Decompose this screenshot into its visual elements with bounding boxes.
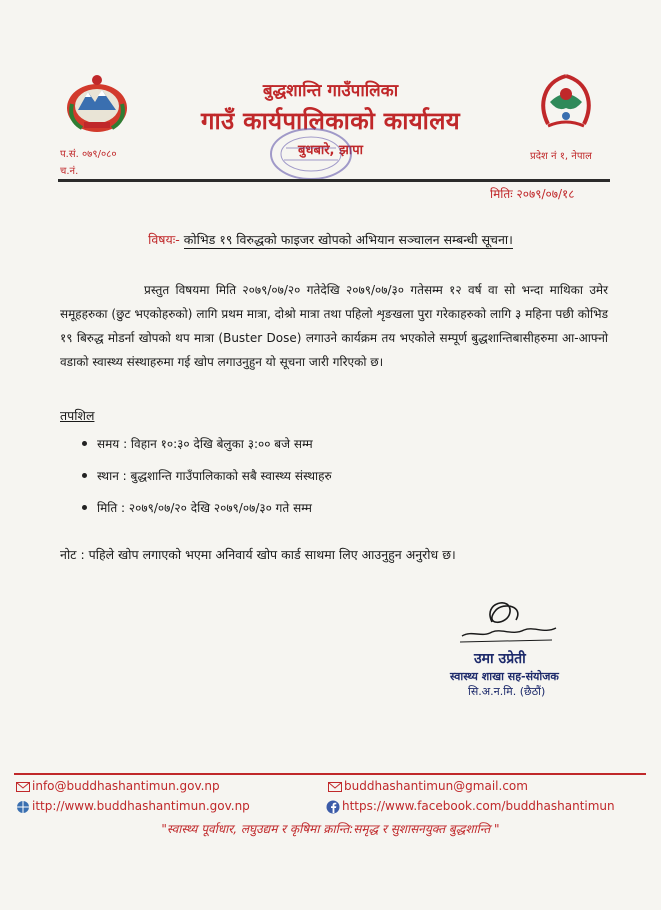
header-divider (58, 179, 610, 182)
footer-slogan: "स्वास्थ्य पूर्वाधार, लघुउद्यम र कृषिमा क्रान्ति:समृद्ध र सुशासनयुक्त बुद्धशान्ति " (161, 822, 500, 836)
subject-text: कोभिड १९ विरुद्धको फाइजर खोपको अभियान सञ्चालन सम्बन्धी सूचना। (183, 232, 513, 247)
footer-divider (14, 773, 646, 775)
facebook-text[interactable]: https://www.facebook.com/buddhashantimun (342, 799, 615, 813)
email-icon (16, 782, 30, 792)
list-item (82, 432, 332, 464)
website-text[interactable]: ittp://www.buddhashantimun.gov.np (32, 799, 250, 813)
signatory-role: स्वास्थ्य शाखा सह-संयोजक (450, 670, 559, 683)
signatory-post: सि.अ.न.मि. (छैठौं) (468, 685, 546, 698)
chalan-number: च.नं. (60, 166, 79, 177)
subject-label: विषयः- (148, 232, 180, 247)
note-text: नोट : पहिले खोप लगाएको भएमा अनिवार्य खोप कार्ड साथमा लिए आउनुहुन अनुरोध छ। (60, 547, 456, 562)
detail-time: समय : विहान १०:३० देखि बेलुका ३:०० बजे सम्म (97, 437, 313, 451)
bullet-icon (82, 505, 87, 510)
office-location: बुधबारे, झापा (298, 143, 363, 158)
signatory-name: उमा उप्रेती (474, 651, 526, 667)
office-stamp-icon (262, 126, 360, 182)
list-item (82, 496, 332, 528)
footer-facebook[interactable] (326, 799, 615, 814)
email-icon (328, 782, 342, 792)
municipality-name: बुद्धशान्ति गाउँपालिका (262, 81, 399, 101)
details-heading: तपशिल (60, 408, 95, 423)
province-label: प्रदेश नं १, नेपाल (530, 151, 592, 162)
detail-date: मिति : २०७९/०७/२० देखि २०७९/०७/३० गते सम्म (97, 501, 312, 515)
footer-email-secondary[interactable] (328, 779, 528, 793)
globe-icon (16, 800, 30, 814)
bullet-icon (82, 441, 87, 446)
email-secondary-text[interactable]: buddhashantimun@gmail.com (344, 779, 528, 793)
footer-email-primary[interactable] (16, 779, 220, 793)
details-list (82, 432, 332, 528)
body-paragraph: प्रस्तुत विषयमा मिति २०७९/०७/२० गतेदेखि २०७९/०७/३० गतेसम्म १२ वर्ष वा सो भन्दा माथिका उमेर समूहहरुका (छुट भएकोहरुको) लागि प्रथम मात्रा, दोश्रो मात्रा तथा पहिलो शृङखला पुरा गरेकाहरुको लागि ३ महिना पछी कोभिड १९ बिरुद्ध मोडर्ना खोपको थप मात्रा (Buster Dose) लगाउने कार्यक्रम तय भएकोले सम्पूर्ण बुद्धशान्तिबासीहरुमा आ-आफ्नो वडाको स्वास्थ्य संस्थाहरुमा गई खोप लगाउनुहुन यो सूचना जारी गरिएको छ। (60, 283, 608, 369)
reference-number: प.सं. ०७९/०८० (60, 149, 117, 160)
facebook-icon (326, 800, 340, 814)
date-label: मितिः (490, 187, 513, 201)
office-name: गाउँ कार्यपालिकाको कार्यालय (201, 107, 460, 135)
list-item (82, 464, 332, 496)
date-value: २०७९/०७/१८ (516, 187, 575, 201)
letter-date (490, 185, 575, 202)
bullet-icon (82, 473, 87, 478)
subject-line (0, 231, 661, 248)
footer-website[interactable] (16, 799, 250, 814)
email-primary-text[interactable]: info@buddhashantimun.gov.np (32, 779, 220, 793)
signature-icon (452, 592, 562, 650)
detail-place: स्थान : बुद्धशान्ति गाउँपालिकाको सबै स्वास्थ्य संस्थाहरु (97, 469, 332, 483)
